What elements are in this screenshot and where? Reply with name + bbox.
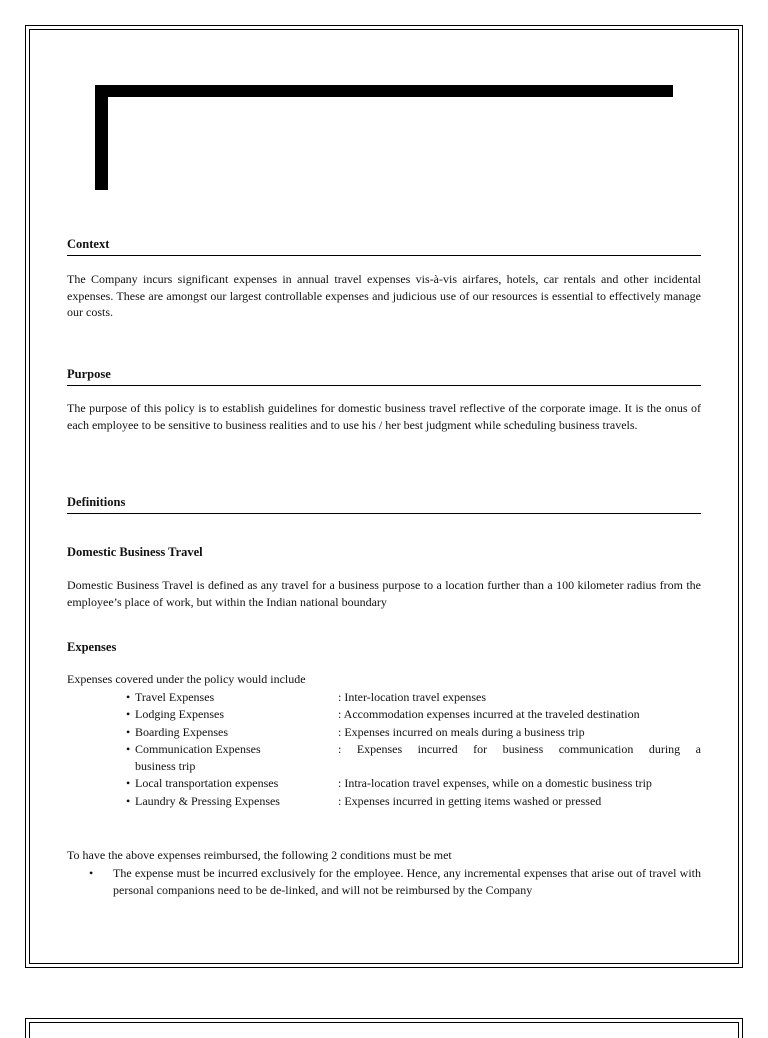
context-body: The Company incurs significant expenses in annual travel expenses vis-à-vis airfares, hotels, car rentals and other incidental expenses. These are amongst our largest controllable expenses and judicious use of our resources is essential to effectively manage our costs. <box>67 272 701 319</box>
expense-desc: : Expenses incurred in getting items washed or pressed <box>338 793 602 808</box>
bullet-icon: • <box>126 707 131 722</box>
expense-desc: : Intra-location travel expenses, while on a domestic business trip <box>338 776 652 791</box>
list-item <box>67 775 701 792</box>
expense-continuation: business trip <box>135 759 196 774</box>
expense-desc: : Accommodation expenses incurred at the traveled destination <box>338 707 640 722</box>
bullet-icon: • <box>126 741 131 756</box>
expenses-intro: Expenses covered under the policy would include <box>67 672 306 686</box>
bullet-icon: • <box>126 724 131 739</box>
expense-term: Lodging Expenses <box>135 707 224 722</box>
list-item-continuation <box>67 758 701 775</box>
list-item <box>67 689 701 706</box>
conditions-intro: To have the above expenses reimbursed, the following 2 conditions must be met <box>67 848 452 862</box>
expense-term: Local transportation expenses <box>135 776 279 791</box>
domestic-travel-heading: Domestic Business Travel <box>67 545 203 559</box>
bullet-icon: • <box>126 776 131 791</box>
bullet-icon: • <box>89 866 94 880</box>
domestic-travel-body: Domestic Business Travel is defined as any travel for a business purpose to a location further than a 100 kilometer radius from the employee’s place of work, but within the Indian national boundary <box>67 578 701 609</box>
expense-desc: : Inter-location travel expenses <box>338 690 487 704</box>
conditions-list <box>67 865 701 898</box>
next-page-border-inner <box>29 1022 739 1038</box>
expense-desc: : Expenses incurred on meals during a business trip <box>338 724 585 739</box>
list-item <box>67 724 701 741</box>
expense-term: Laundry & Pressing Expenses <box>135 793 280 808</box>
header-bracket-bar <box>95 85 673 97</box>
bullet-icon: • <box>126 690 131 704</box>
list-item <box>67 741 701 758</box>
bullet-icon: • <box>126 793 131 808</box>
list-item <box>67 865 701 898</box>
list-item <box>67 793 701 810</box>
next-page-border <box>25 1018 743 1038</box>
list-item <box>67 706 701 723</box>
expense-term: Boarding Expenses <box>135 724 228 739</box>
expense-term: Travel Expenses <box>135 690 215 704</box>
context-heading: Context <box>67 237 701 256</box>
expenses-list <box>67 689 701 810</box>
expense-desc: : Expenses incurred for business communication during a <box>338 741 701 756</box>
purpose-body: The purpose of this policy is to establish guidelines for domestic business travel reflective of the corporate image. It is the onus of each employee to be sensitive to business realities and to use his / her best judgment while scheduling business travels. <box>67 401 701 432</box>
condition-text: The expense must be incurred exclusively for the employee. Hence, any incremental expenses that arise out of travel with personal companions need to be de-linked, and will not be reimbursed by the Company <box>113 866 701 897</box>
expenses-heading: Expenses <box>67 640 117 654</box>
expense-term: Communication Expenses <box>135 741 261 756</box>
purpose-heading: Purpose <box>67 367 701 386</box>
header-bracket-stem <box>95 85 108 190</box>
definitions-heading: Definitions <box>67 495 701 514</box>
